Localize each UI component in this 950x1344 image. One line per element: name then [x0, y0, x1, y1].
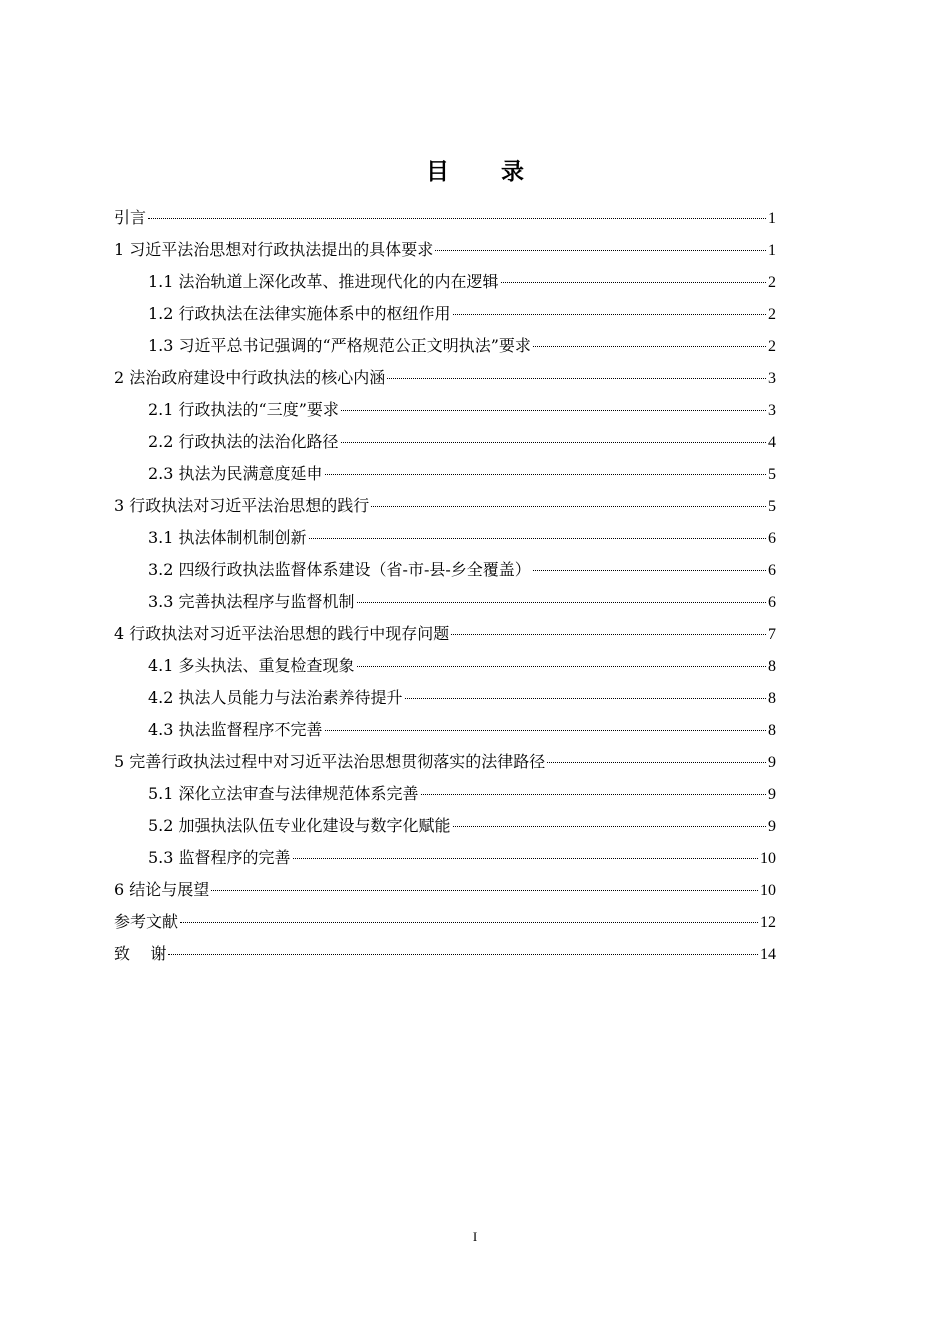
toc-entry[interactable] — [114, 842, 776, 874]
page-title: 目 录 — [425, 159, 546, 185]
toc-entry-label: 3.1 执法体制机制创新 — [148, 528, 307, 547]
toc-entry-page: 2 — [768, 274, 776, 291]
toc-dot-leader — [293, 858, 758, 859]
toc-entry-page: 5 — [768, 466, 776, 483]
toc-entry[interactable] — [114, 650, 776, 682]
toc-entry[interactable] — [114, 586, 776, 618]
toc-entry[interactable] — [114, 810, 776, 842]
toc-entry-label: 4.3 执法监督程序不完善 — [148, 720, 323, 739]
toc-dot-leader — [533, 346, 766, 347]
toc-entry-label: 3 行政执法对习近平法治思想的践行 — [114, 496, 370, 515]
toc-entry-page: 9 — [768, 818, 776, 835]
toc-entry-label: 3.3 完善执法程序与监督机制 — [148, 592, 355, 611]
toc-entry-label: 致 谢 — [114, 944, 167, 963]
toc-entry-page: 7 — [768, 626, 776, 643]
toc-entry[interactable] — [114, 906, 776, 938]
toc-dot-leader — [387, 378, 766, 379]
toc-entry-label: 1.1 法治轨道上深化改革、推进现代化的内在逻辑 — [148, 272, 499, 291]
toc-entry[interactable] — [114, 938, 776, 970]
toc-entry-page: 6 — [768, 562, 776, 579]
toc-entry-page: 8 — [768, 690, 776, 707]
toc-dot-leader — [421, 794, 766, 795]
toc-entry[interactable] — [114, 554, 776, 586]
toc-entry-label: 2.2 行政执法的法治化路径 — [148, 432, 339, 451]
toc-dot-leader — [325, 474, 766, 475]
toc-dot-leader — [309, 538, 766, 539]
toc-dot-leader — [341, 410, 766, 411]
toc-dot-leader — [435, 250, 766, 251]
toc-entry-page: 10 — [760, 882, 776, 899]
toc-entry-page: 2 — [768, 338, 776, 355]
toc-entry[interactable] — [114, 234, 776, 266]
toc-dot-leader — [533, 570, 766, 571]
toc-entry[interactable] — [114, 490, 776, 522]
toc-entry[interactable] — [114, 778, 776, 810]
toc-entry[interactable] — [114, 426, 776, 458]
toc-entry[interactable] — [114, 330, 776, 362]
toc-dot-leader — [357, 666, 766, 667]
toc-entry-page: 1 — [768, 210, 776, 227]
toc-dot-leader — [168, 954, 758, 955]
toc-entry-label: 1.2 行政执法在法律实施体系中的枢纽作用 — [148, 304, 451, 323]
toc-entry[interactable] — [114, 746, 776, 778]
toc-dot-leader — [325, 730, 766, 731]
toc-entry-label: 4.2 执法人员能力与法治素养待提升 — [148, 688, 403, 707]
toc-entry[interactable] — [114, 394, 776, 426]
toc-dot-leader — [451, 634, 766, 635]
toc-entry-page: 2 — [768, 306, 776, 323]
toc-entry-label: 2 法治政府建设中行政执法的核心内涵 — [114, 368, 386, 387]
toc-entry-label: 参考文献 — [114, 912, 179, 931]
toc-dot-leader — [357, 602, 766, 603]
page-number-footer: I — [472, 1229, 478, 1244]
toc-entry-label: 3.2 四级行政执法监督体系建设（省-市-县-乡全覆盖） — [148, 560, 531, 579]
toc-entry-page: 6 — [768, 594, 776, 611]
toc-entry-label: 1.3 习近平总书记强调的“严格规范公正文明执法”要求 — [148, 336, 531, 355]
toc-entry-page: 3 — [768, 370, 776, 387]
toc-entry-label: 2.1 行政执法的“三度”要求 — [148, 400, 339, 419]
table-of-contents — [114, 202, 776, 970]
toc-entry[interactable] — [114, 362, 776, 394]
toc-dot-leader — [341, 442, 766, 443]
toc-dot-leader — [211, 890, 758, 891]
toc-entry-page: 12 — [760, 914, 776, 931]
toc-dot-leader — [148, 218, 766, 219]
toc-entry[interactable] — [114, 682, 776, 714]
toc-dot-leader — [453, 826, 766, 827]
toc-entry[interactable] — [114, 458, 776, 490]
toc-entry-label: 引言 — [114, 208, 147, 227]
toc-dot-leader — [371, 506, 766, 507]
toc-entry-page: 3 — [768, 402, 776, 419]
toc-dot-leader — [547, 762, 766, 763]
toc-entry-page: 8 — [768, 658, 776, 675]
toc-entry-label: 2.3 执法为民满意度延申 — [148, 464, 323, 483]
toc-entry[interactable] — [114, 618, 776, 650]
toc-entry-page: 9 — [768, 754, 776, 771]
toc-entry[interactable] — [114, 874, 776, 906]
toc-entry-page: 5 — [768, 498, 776, 515]
toc-entry[interactable] — [114, 266, 776, 298]
toc-entry-page: 1 — [768, 242, 776, 259]
toc-dot-leader — [180, 922, 758, 923]
toc-entry-page: 14 — [760, 946, 776, 963]
toc-entry-page: 10 — [760, 850, 776, 867]
toc-entry-page: 8 — [768, 722, 776, 739]
toc-entry-label: 5.2 加强执法队伍专业化建设与数字化赋能 — [148, 816, 451, 835]
toc-entry-label: 5.1 深化立法审查与法律规范体系完善 — [148, 784, 419, 803]
toc-dot-leader — [405, 698, 766, 699]
toc-entry[interactable] — [114, 298, 776, 330]
toc-entry-label: 5 完善行政执法过程中对习近平法治思想贯彻落实的法律路径 — [114, 752, 546, 771]
toc-entry-label: 4 行政执法对习近平法治思想的践行中现存问题 — [114, 624, 450, 643]
toc-dot-leader — [501, 282, 766, 283]
toc-entry-page: 6 — [768, 530, 776, 547]
toc-entry-label: 4.1 多头执法、重复检查现象 — [148, 656, 355, 675]
toc-entry[interactable] — [114, 202, 776, 234]
toc-entry-page: 9 — [768, 786, 776, 803]
toc-entry-label: 6 结论与展望 — [114, 880, 210, 899]
toc-dot-leader — [453, 314, 766, 315]
toc-entry[interactable] — [114, 714, 776, 746]
toc-entry-page: 4 — [768, 434, 776, 451]
toc-entry-label: 5.3 监督程序的完善 — [148, 848, 291, 867]
toc-entry[interactable] — [114, 522, 776, 554]
toc-entry-label: 1 习近平法治思想对行政执法提出的具体要求 — [114, 240, 434, 259]
